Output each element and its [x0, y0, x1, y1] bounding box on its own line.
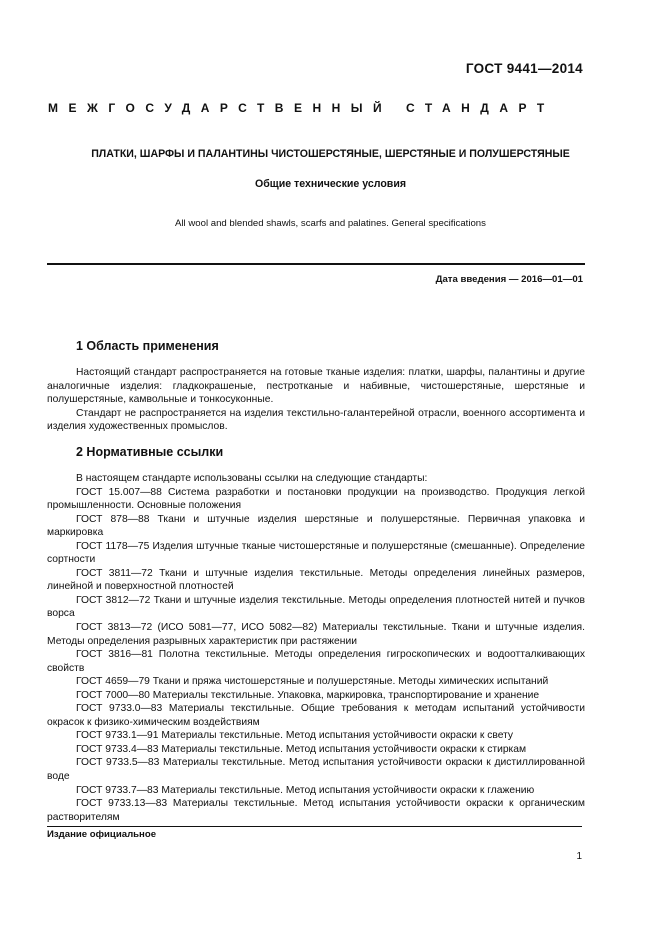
top-divider [47, 263, 585, 265]
reference-item: ГОСТ 1178—75 Изделия штучные тканые чистошерстяные и полушерстяные (смешанные). Определение сортности [47, 540, 585, 566]
reference-item: ГОСТ 9733.1—91 Материалы текстильные. Метод испытания устойчивости окраски к свету [76, 730, 514, 742]
paragraph: Стандарт не распространяется на изделия текстильно-галантерейной отрасли, военного ассортимента и изделия художественных промыслов. [47, 407, 585, 433]
introduction-date: Дата введения — 2016—01—01 [435, 274, 583, 285]
paragraph: В настоящем стандарте использованы ссылки на следующие стандарты: [76, 473, 428, 484]
reference-item: ГОСТ 3813—72 (ИСО 5081—77, ИСО 5082—82) Материалы текстильные. Ткани и штучные изделия. Методы определения разрывных характеристик при растяжении [47, 622, 585, 647]
paragraph: Настоящий стандарт распространяется на готовые тканые изделия: платки, шарфы, палантины и другие аналогичные изделия: гладкокрашеные, пестротканые и набивные, чистошерстяные, шерстяные и полушерстяные, камвольные и тонкосуконные. [47, 367, 585, 406]
page-number: 1 [576, 851, 582, 862]
section-1-body [47, 366, 585, 434]
document-subtitle: Общие технические условия [254, 178, 407, 190]
section-1-heading: 1 Область применения [76, 339, 219, 353]
reference-item: ГОСТ 9733.0—83 Материалы текстильные. Общие требования к методам испытаний устойчивости окрасок к физико-химическим воздействиям [47, 703, 585, 728]
reference-item: ГОСТ 15.007—88 Система разработки и постановки продукции на производство. Продукция легкой промышленности. Основные положения [47, 486, 585, 512]
reference-item: ГОСТ 9733.13—83 Материалы текстильные. Метод испытания устойчивости окраски к органическим растворителям [47, 798, 585, 823]
reference-item: ГОСТ 878—88 Ткани и штучные изделия шерстяные и полушерстяные. Первичная упаковка и маркировка [47, 513, 585, 539]
document-title: ПЛАТКИ, ШАРФЫ И ПАЛАНТИНЫ ЧИСТОШЕРСТЯНЫЕ, ШЕРСТЯНЫЕ И ПОЛУШЕРСТЯНЫЕ [91, 148, 570, 160]
reference-item: ГОСТ 3816—81 Полотна текстильные. Методы определения гигроскопических и водоотталкивающих свойств [47, 649, 585, 674]
document-code: ГОСТ 9441—2014 [465, 61, 583, 76]
reference-item: ГОСТ 9733.5—83 Материалы текстильные. Метод испытания устойчивости окраски к дистиллированной воде [47, 757, 585, 783]
reference-item: ГОСТ 7000—80 Материалы текстильные. Упаковка, маркировка, транспортирование и хранение [76, 689, 540, 701]
english-title: All wool and blended shawls, scarfs and palatines. General specifications [175, 218, 486, 229]
edition-label: Издание официальное [47, 829, 157, 840]
reference-item: ГОСТ 4659—79 Ткани и пряжа чистошерстяные и полушерстяные. Методы химических испытаний [76, 676, 549, 688]
bottom-divider [47, 826, 582, 827]
interstate-standard-label: МЕЖГОСУДАРСТВЕННЫЙ СТАНДАРТ [48, 101, 555, 115]
reference-item: ГОСТ 9733.4—83 Материалы текстильные. Метод испытания устойчивости окраски к стиркам [76, 743, 527, 755]
reference-item: ГОСТ 9733.7—83 Материалы текстильные. Метод испытания устойчивости окраски к глажению [76, 784, 535, 796]
reference-item: ГОСТ 3812—72 Ткани и штучные изделия текстильные. Методы определения плотностей нитей и пучков ворса [47, 594, 585, 620]
section-2-body [47, 472, 585, 824]
section-2-heading: 2 Нормативные ссылки [76, 445, 224, 459]
reference-item: ГОСТ 3811—72 Ткани и штучные изделия текстильные. Методы определения линейных размеров, линейной и поверхностной плотностей [47, 567, 585, 593]
